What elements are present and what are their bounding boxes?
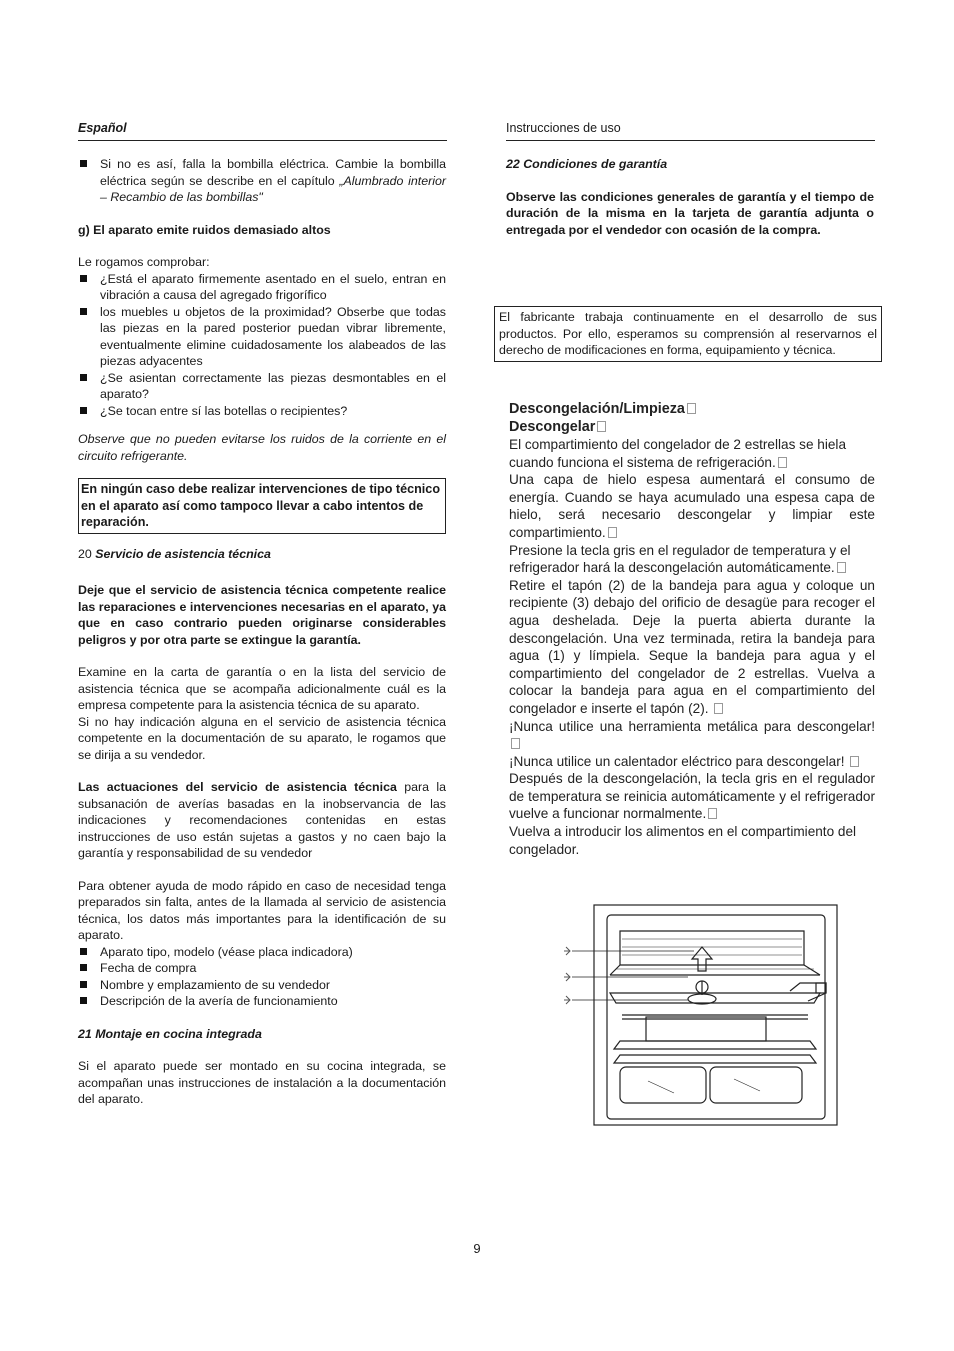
check-item: los muebles u objetos de la proximidad? Obserbe que todas las piezas en la pared posterior puedan vibrar libremente, eventualmente elimine cuidadosamente los alabeados de las piezas adyacentes xyxy=(78,304,446,370)
back-panel xyxy=(646,1017,766,1041)
fridge-interior-illustration xyxy=(564,903,840,1127)
fridge-diagram xyxy=(564,903,840,1127)
defrost-paragraph: Después de la descongelación, la tecla gris en el regulador de temperatura se reinicia automáticamente y el refrigerador vuelve a funcionar normalmente. xyxy=(509,771,875,822)
service-heading: 20 Servicio de asistencia técnica xyxy=(78,546,271,561)
shelf xyxy=(614,1041,816,1049)
install-paragraph: Si el aparato puede ser montado en su cocina integrada, se acompañan unas instrucciones de instalación a la documentación del aparato. xyxy=(78,1059,446,1106)
device-data-item: Nombre y emplazamiento de su vendedor xyxy=(78,977,446,994)
tray-spout xyxy=(790,983,826,1001)
crisper-drawer-left xyxy=(620,1067,706,1103)
service-paragraph-2: Si no hay indicación alguna en el servicio de asistencia técnica competente en la documentación de su aparato, le rogamos que se dirija a su vendedor. xyxy=(78,714,446,762)
square-bullet-icon xyxy=(80,997,87,1004)
device-data-item: Descripción de la avería de funcionamiento xyxy=(78,993,446,1010)
left-column xyxy=(78,156,446,1108)
device-data-item: Fecha de compra xyxy=(78,960,446,977)
square-bullet-icon xyxy=(80,407,87,414)
noise-heading: g) El aparato emite ruidos demasiado altos xyxy=(78,222,331,237)
missing-glyph-icon xyxy=(511,738,520,749)
check-item: ¿Está el aparato firmemente asentado en el suelo, entran en vibración a causa del agregado frigorífico xyxy=(78,271,446,304)
defrost-title: Descongelación/Limpieza xyxy=(509,400,875,418)
defrost-paragraph: Presione la tecla gris en el regulador de temperatura y el refrigerador hará la descongelación automáticamente. xyxy=(509,542,851,576)
defrost-subtitle: Descongelar xyxy=(509,418,875,436)
service-costs-paragraph: Las actuaciones del servicio de asistencia técnica para la subsanación de averías basadas en la inobservancia de las indicaciones y recomendaciones contenidas en estas instrucciones de uso están sujetas a gastos y no caen bajo la garantía y responsabilidad de su vendedor xyxy=(78,780,446,860)
language-header: Español xyxy=(78,121,127,135)
square-bullet-icon xyxy=(80,374,87,381)
device-data-item: Aparato tipo, modelo (véase placa indicadora) xyxy=(78,944,446,961)
square-bullet-icon xyxy=(80,964,87,971)
defrost-paragraph: Vuelva a introducir los alimentos en el compartimiento del congelador. xyxy=(509,824,857,857)
square-bullet-icon xyxy=(80,981,87,988)
device-data-list xyxy=(78,944,446,1010)
manual-header: Instrucciones de uso xyxy=(506,121,621,135)
defrost-paragraph: Una capa de hielo espesa aumentará el consumo de energía. Cuando se haya acumulado una espesa capa de hielo, será necesario descongelar y limpiar este compartimiento. xyxy=(509,472,875,540)
freezer-compartment xyxy=(620,931,804,965)
bulb-chapter-ref: „Alumbrado interior – Recambio de las bombillas" xyxy=(100,173,446,204)
defrost-section xyxy=(509,400,875,858)
callout-marker-icon xyxy=(564,973,570,981)
defrost-paragraph: ¡Nunca utilice una herramienta metálica para descongelar! xyxy=(509,718,875,753)
missing-glyph-icon xyxy=(837,562,846,573)
missing-glyph-icon xyxy=(850,756,859,767)
missing-glyph-icon xyxy=(608,527,617,538)
page-number: 9 xyxy=(473,1241,481,1256)
defrost-paragraph: ¡Nunca utilice un calentador eléctrico para descongelar! xyxy=(509,753,875,771)
callout-marker-icon xyxy=(564,947,570,955)
check-intro: Le rogamos comprobar: xyxy=(78,255,210,269)
defrost-paragraph: El compartimiento del congelador de 2 estrellas se hiela cuando funciona el sistema de refrigeración. xyxy=(509,437,847,470)
defrost-paragraph: Retire el tapón (2) de la bandeja para agua y coloque un recipiente (3) debajo del orificio de desagüe para recoger el agua deshelada. Deje la puerta abierta durante la descongelación. Una vez terminada, retira la bandeja para agua (1) y límpiela. Seque la bandeja para agua y el compartimiento del congelador de 2 estrellas. Vuelva a colocar la bandeja para agua en el compartimiento del congelador e inserte el tapón (2). xyxy=(509,577,875,716)
missing-glyph-icon xyxy=(687,403,696,414)
arrow-up-icon xyxy=(692,947,712,971)
noise-note: Observe que no pueden evitarse los ruidos de la corriente en el circuito refrigerante. xyxy=(78,432,446,463)
bulb-bullet-list xyxy=(78,156,446,206)
header-rule-right xyxy=(506,140,875,141)
check-item: ¿Se tocan entre sí las botellas o recipientes? xyxy=(78,403,446,420)
missing-glyph-icon xyxy=(778,457,787,468)
square-bullet-icon xyxy=(80,308,87,315)
square-bullet-icon xyxy=(80,948,87,955)
callout-marker-icon xyxy=(564,996,570,1004)
square-bullet-icon xyxy=(80,160,87,167)
service-bold-notice: Deje que el servicio de asistencia técnica competente realice las reparaciones e intervenciones necesarias en el aparato, ya que en caso contrario pueden originarse considerables peligros y por otra parte se extingue la garantía. xyxy=(78,583,446,647)
square-bullet-icon xyxy=(80,275,87,282)
warranty-heading: 22 Condiciones de garantía xyxy=(506,157,668,171)
shelf xyxy=(614,1055,816,1063)
bulb-bullet: Si no es así, falla la bombilla eléctrica. Cambie la bombilla eléctrica según se describe en el capítulo „Alumbrado interior – Recambio de las bombillas" xyxy=(78,156,446,206)
service-paragraph-1: Examine en la carta de garantía o en la lista del servicio de asistencia técnica que se acompaña adicionalmente cuál es la empresa competente para la asistencia técnica de su aparato. xyxy=(78,665,446,712)
crisper-drawer-right xyxy=(710,1067,802,1103)
quick-help-paragraph: Para obtener ayuda de modo rápido en caso de necesidad tenga preparados sin falta, antes de la llamada al servicio de asistencia técnica, los datos más importantes para la identificación de su aparato. xyxy=(78,878,446,942)
manufacturer-notice-box: El fabricante trabaja continuamente en el desarrollo de sus productos. Por ello, esperamos su comprensión al reservarnos el derecho de modificaciones en forma, equipamiento y técnica. xyxy=(494,306,882,362)
right-column xyxy=(506,156,874,238)
install-heading: 21 Montaje en cocina integrada xyxy=(78,1026,262,1041)
missing-glyph-icon xyxy=(708,808,717,819)
missing-glyph-icon xyxy=(597,421,606,432)
header-rule-left xyxy=(78,140,447,141)
warranty-notice: Observe las condiciones generales de garantía y el tiempo de duración de la misma en la tarjeta de garantía adjunta o entregada por el vendedor con ocasión de la compra. xyxy=(506,189,874,237)
repair-warning-box: En ningún caso debe realizar intervenciones de tipo técnico en el aparato así como tampoco llevar a cabo intentos de reparación. xyxy=(78,478,446,534)
check-list xyxy=(78,271,446,420)
check-item: ¿Se asientan correctamente las piezas desmontables en el aparato? xyxy=(78,370,446,403)
missing-glyph-icon xyxy=(714,703,723,714)
